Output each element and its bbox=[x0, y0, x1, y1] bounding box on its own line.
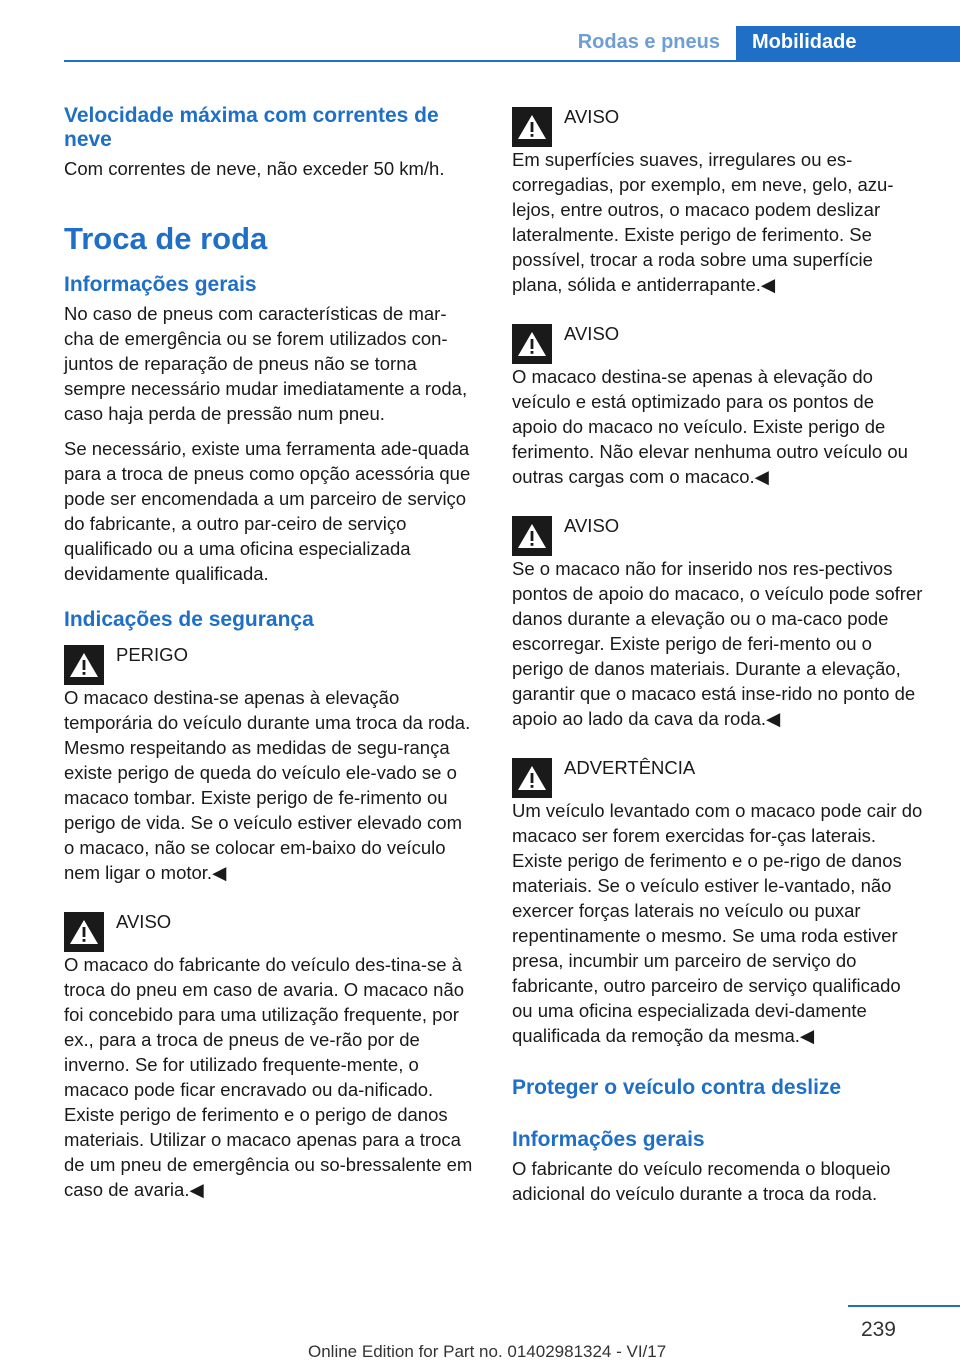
warning-label: AVISO bbox=[564, 515, 620, 536]
info-heading-right: Informações gerais bbox=[512, 1128, 705, 1151]
warning-caution bbox=[512, 755, 924, 1048]
warning-label: PERIGO bbox=[116, 644, 188, 665]
warning-text: O macaco do fabricante do veículo des-tina-se à troca do pneu em caso de avaria. O macaco não foi concebido para uma utilização frequente, por ex., para a troca de pneus de ve-rão por de inverno. Se for utilizado frequente-mente, o macaco pode ficar encravado ou da-nificado. Existe perigo de ferimento e o perigo de danos materiais. Utilizar o macaco apenas para a troca de um pneu de emergência ou so-bressalente em caso de avaria.◀ bbox=[64, 954, 473, 1200]
warning-text: Se o macaco não for inserido nos res-pectivos pontos de apoio do macaco, o veículo pode sofrer danos durante a elevação ou o ma-caco pode escorregar. Existe perigo de feri-mento ou o perigo de danos materiais. Durante a elevação, garantir que o macaco está inse-rido no ponto de apoio ao lado da cava da roda.◀ bbox=[512, 558, 923, 729]
warning-text: Um veículo levantado com o macaco pode cair do macaco ser forem exercidas for-ças laterais. Existe perigo de ferimento e o pe-rigo de danos materiais. Se o veículo estiver le-vantado, não exercer forças laterais no veículo ou puxar repentinamente o mesmo. Se uma roda estiver presa, incumbir um parceiro de serviço do fabricante, outro parceiro de serviço qualificado ou uma oficina especializada devi-damente qualificada da remoção da mesma.◀ bbox=[512, 800, 923, 1046]
page-title: Troca de roda bbox=[64, 221, 268, 256]
warning-text: O macaco destina-se apenas à elevação temporária do veículo durante uma troca da roda. Mesmo respeitando as medidas de segu-rança existe perigo de queda do veículo ele-vado se o macaco tombar. Existe perigo de fe-rimento ou perigo de vida. Se o veículo estiver elevado com o macaco, não se colocar em-baixo do veículo nem ligar o motor.◀ bbox=[64, 687, 471, 883]
right-column bbox=[512, 104, 924, 1206]
info-heading: Informações gerais bbox=[64, 273, 257, 296]
protect-heading: Proteger o veículo contra deslize bbox=[512, 1076, 842, 1099]
footer-rule bbox=[848, 1305, 960, 1307]
page-header bbox=[0, 0, 960, 62]
header-chapter-tab: Mobilidade bbox=[736, 26, 960, 60]
warning-triangle-icon bbox=[512, 107, 552, 147]
warning-triangle-icon bbox=[64, 912, 104, 952]
warning-label: AVISO bbox=[116, 911, 172, 932]
snow-chains-heading: Velocidade máxima com correntes de neve bbox=[64, 104, 439, 151]
warning-triangle-icon bbox=[512, 324, 552, 364]
warning-notice bbox=[512, 104, 924, 297]
info-text-right: O fabricante do veículo recomenda o bloqueio adicional do veículo durante a troca da roda. bbox=[512, 1158, 891, 1204]
warning-label: AVISO bbox=[564, 106, 620, 127]
snow-chains-text: Com correntes de neve, não exceder 50 km/h. bbox=[64, 158, 445, 179]
warning-text: O macaco destina-se apenas à elevação do veículo e está optimizado para os pontos de apoio do macaco no veículo. Existe perigo de ferimento. Não elevar nenhuma outro veículo ou outras cargas com o macaco.◀ bbox=[512, 366, 908, 487]
header-rule bbox=[64, 60, 960, 62]
edition-note: Online Edition for Part no. 01402981324 - VI/17 bbox=[308, 1342, 667, 1361]
header-section: Rodas e pneus bbox=[577, 31, 720, 53]
warning-notice bbox=[512, 513, 924, 731]
left-column bbox=[64, 104, 476, 1202]
warning-triangle-icon bbox=[512, 758, 552, 798]
safety-heading: Indicações de segurança bbox=[64, 608, 314, 631]
info-paragraph-1: No caso de pneus com características de mar-cha de emergência ou se forem utilizados con-juntos de reparação de pneus não se torna sempre necessário mudar imediatamente a roda, caso haja perda de pressão num pneu. bbox=[64, 303, 468, 424]
warning-text: Em superfícies suaves, irregulares ou es-corregadias, por exemplo, em neve, gelo, azu-lejos, entre outros, o macaco podem deslizar lateralmente. Existe perigo de ferimento. Se possível, trocar a roda sobre uma superfície plana, sólida e antiderrapante.◀ bbox=[512, 149, 894, 295]
info-paragraph-2: Se necessário, existe uma ferramenta ade-quada para a troca de pneus como opção acessória que pode ser encomendada a um parceiro de serviço do fabricante, a outro par-ceiro de serviço qualificado ou a uma oficina especializada devidamente qualificada. bbox=[64, 438, 471, 584]
warning-triangle-icon bbox=[64, 645, 104, 685]
warning-notice bbox=[512, 321, 924, 489]
warning-label: ADVERTÊNCIA bbox=[564, 757, 696, 778]
page-number: 239 bbox=[860, 1318, 896, 1341]
warning-triangle-icon bbox=[512, 516, 552, 556]
warning-danger bbox=[64, 642, 476, 885]
warning-label: AVISO bbox=[564, 323, 620, 344]
warning-notice bbox=[64, 909, 476, 1202]
